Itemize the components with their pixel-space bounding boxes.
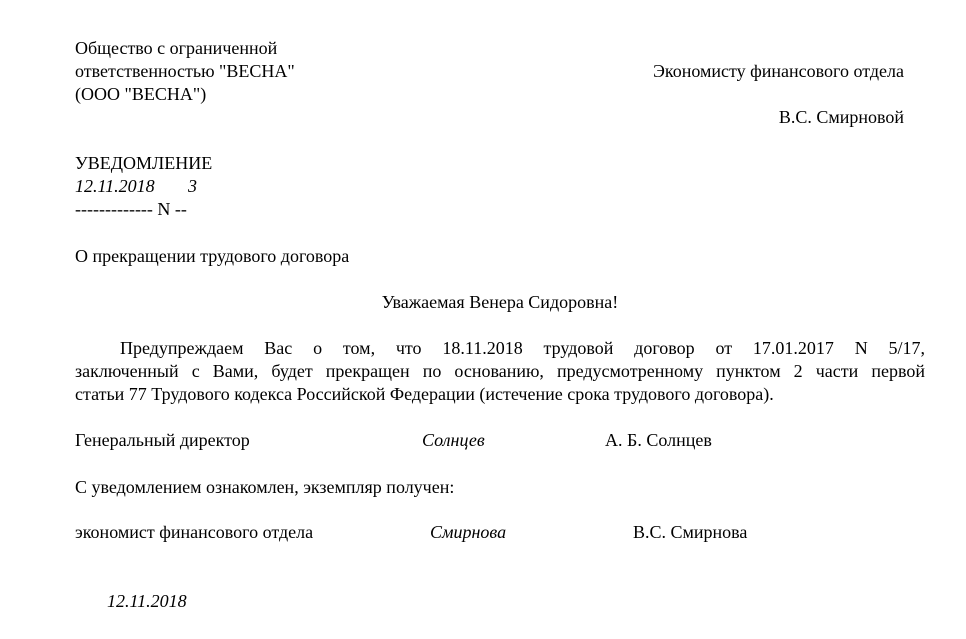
document-subject: О прекращении трудового договора <box>75 246 350 266</box>
org-short-name: (ООО "ВЕСНА") <box>75 84 207 104</box>
org-name-line-2: ответственностью "ВЕСНА" <box>75 61 295 81</box>
signer-signature: Солнцев <box>422 430 485 450</box>
recipient-position: экономист финансового отдела <box>75 522 314 542</box>
body-line: заключенный с Вами, будет прекращен по основанию, предусмотренному пунктом 2 части первой <box>75 361 925 381</box>
addressee-name: В.С. Смирновой <box>778 107 904 127</box>
recipient-name: В.С. Смирнова <box>633 522 748 542</box>
body-line: статьи 77 Трудового кодекса Российской Федерации (истечение срока трудового договора). <box>75 384 774 404</box>
document-number: 3 <box>188 176 197 196</box>
acknowledgement-text: С уведомлением ознакомлен, экземпляр получен: <box>75 477 455 497</box>
document-number-line: ------------- N -- <box>75 199 187 219</box>
signer-position: Генеральный директор <box>75 430 250 450</box>
body-paragraph <box>75 337 925 406</box>
greeting: Уважаемая Венера Сидоровна! <box>381 292 619 312</box>
recipient-signature: Смирнова <box>430 522 507 542</box>
document-date: 12.11.2018 <box>75 176 155 196</box>
document-type: УВЕДОМЛЕНИЕ <box>75 153 213 173</box>
signer-name: А. Б. Солнцев <box>605 430 712 450</box>
body-line: Предупреждаем Вас о том, что 18.11.2018 трудовой договор от 17.01.2017 N 5/17, <box>120 338 925 358</box>
recipient-date: 12.11.2018 <box>107 591 187 611</box>
org-name-line-1: Общество с ограниченной <box>75 38 278 58</box>
addressee-position: Экономисту финансового отдела <box>652 61 904 81</box>
